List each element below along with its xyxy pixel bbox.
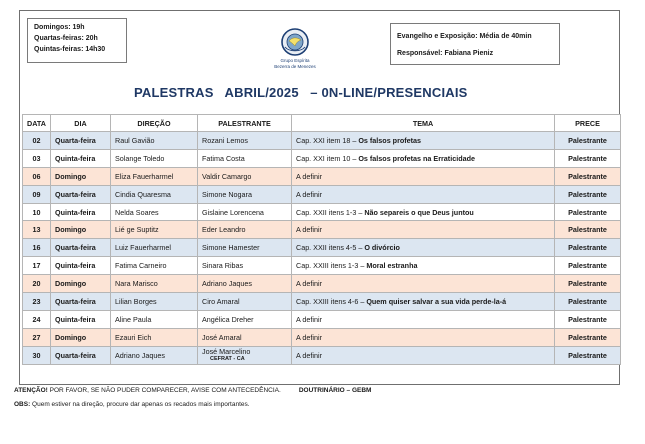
cell-direction: Adriano Jaques: [111, 346, 198, 364]
table-row: [23, 185, 621, 203]
cell-theme: [292, 221, 555, 239]
cell-direction: Nara Marisco: [111, 275, 198, 293]
speaker-name: Fatima Costa: [202, 153, 245, 163]
cell-theme: [292, 328, 555, 346]
cell-speaker: [198, 203, 292, 221]
table-row: [23, 257, 621, 275]
doctrinaire-label: DOUTRINÁRIO – GEBM: [298, 387, 372, 394]
cell-theme: [292, 239, 555, 257]
cell-theme: [292, 132, 555, 150]
cell-date: 20: [23, 275, 51, 293]
cell-date: 23: [23, 293, 51, 311]
cell-speaker: [198, 275, 292, 293]
schedule-box: [27, 18, 127, 63]
theme-prefix: Cap. XXIII itens 1-3 –: [296, 261, 367, 271]
speaker-name: José Amaral: [202, 332, 242, 342]
theme-title: Os falsos profetas: [358, 135, 422, 145]
cell-theme: [292, 149, 555, 167]
speaker-name: Gislaine Lorencena: [202, 207, 264, 217]
header-day: DIA: [51, 115, 111, 132]
cell-prayer: Palestrante: [555, 275, 621, 293]
info-box: [390, 23, 560, 65]
cell-theme: [292, 275, 555, 293]
cell-prayer: Palestrante: [555, 167, 621, 185]
cell-day: Quarta-feira: [51, 346, 111, 364]
cell-speaker: [198, 293, 292, 311]
speaker-name: Eder Leandro: [202, 225, 246, 235]
table-row: [23, 310, 621, 328]
cell-date: 10: [23, 203, 51, 221]
cell-prayer: Palestrante: [555, 346, 621, 364]
cell-speaker: [198, 239, 292, 257]
obs-label: OBS:: [14, 401, 31, 408]
theme-prefix: A definir: [296, 171, 322, 181]
table-row: [23, 239, 621, 257]
theme-prefix: A definir: [296, 225, 322, 235]
cell-prayer: Palestrante: [555, 257, 621, 275]
theme-title: O divórcio: [364, 243, 400, 253]
cell-speaker: [198, 167, 292, 185]
cell-direction: Raul Gavião: [111, 132, 198, 150]
cell-day: Domingo: [51, 221, 111, 239]
header-speaker: PALESTRANTE: [198, 115, 292, 132]
theme-title: Os falsos profetas na Erraticidade: [358, 153, 475, 163]
schedule-line-sunday: Domingos: 19h: [34, 24, 85, 31]
cell-prayer: Palestrante: [555, 310, 621, 328]
speaker-name: Angélica Dreher: [202, 314, 254, 324]
cell-direction: Aline Paula: [111, 310, 198, 328]
speaker-name: Simone Hamester: [202, 243, 260, 253]
theme-prefix: Cap. XXII itens 4-5 –: [296, 243, 365, 253]
cell-speaker: [198, 185, 292, 203]
cell-day: Quarta-feira: [51, 185, 111, 203]
cell-date: 03: [23, 149, 51, 167]
cell-day: Quarta-feira: [51, 132, 111, 150]
cell-speaker: [198, 328, 292, 346]
table-header-row: [23, 115, 621, 132]
cell-direction: Solange Toledo: [111, 149, 198, 167]
speaker-name: Rozani Lemos: [202, 135, 248, 145]
table-row: [23, 328, 621, 346]
theme-title: Moral estranha: [366, 261, 418, 271]
cell-day: Quinta-feira: [51, 203, 111, 221]
schedule-line-wednesday: Quartas-feiras: 20h: [34, 35, 98, 42]
table-row: [23, 132, 621, 150]
schedule-line-thursday: Quintas-feiras: 14h30: [34, 46, 106, 53]
lecture-schedule-table: [22, 114, 621, 365]
cell-day: Quinta-feira: [51, 257, 111, 275]
cell-prayer: Palestrante: [555, 149, 621, 167]
theme-prefix: A definir: [296, 332, 322, 342]
theme-prefix: A definir: [296, 279, 322, 289]
attention-text: POR FAVOR, SE NÃO PUDER COMPARECER, AVISE COM ANTECEDÊNCIA.: [47, 387, 281, 394]
info-line-gospel: Evangelho e Exposição: Média de 40min: [397, 33, 532, 40]
obs-text: Quem estiver na direção, procure dar apenas os recados mais importantes.: [30, 401, 250, 408]
cell-speaker: [198, 221, 292, 239]
page-title: PALESTRAS ABRIL/2025 – 0N-LINE/PRESENCIAIS: [134, 85, 468, 100]
theme-prefix: Cap. XXI item 18 –: [296, 135, 359, 145]
cell-theme: [292, 203, 555, 221]
theme-prefix: Cap. XXI item 10 –: [296, 153, 359, 163]
logo-text-1: Grupo Espírita: [280, 58, 310, 63]
cell-theme: [292, 293, 555, 311]
attention-label: ATENÇÃO!: [14, 387, 48, 394]
speaker-name: Adriano Jaques: [202, 279, 252, 289]
theme-prefix: Cap. XXIII itens 4-6 –: [296, 296, 367, 306]
cell-day: Quarta-feira: [51, 239, 111, 257]
cell-direction: Lilian Borges: [111, 293, 198, 311]
cell-direction: Luiz Fauerharmel: [111, 239, 198, 257]
obs-note: [14, 401, 250, 408]
theme-prefix: Cap. XXII itens 1-3 –: [296, 207, 365, 217]
header-date: DATA: [23, 115, 51, 132]
cell-date: 24: [23, 310, 51, 328]
cell-date: 06: [23, 167, 51, 185]
attention-note: [14, 387, 371, 394]
table-row: [23, 275, 621, 293]
cell-direction: Ezauri Eich: [111, 328, 198, 346]
table-row: [23, 293, 621, 311]
header-direction: DIREÇÃO: [111, 115, 198, 132]
theme-prefix: A definir: [296, 189, 322, 199]
speaker-name: Ciro Amaral: [202, 296, 240, 306]
header-prayer: PRECE: [555, 115, 621, 132]
speaker-name: José Marcelino: [202, 347, 251, 357]
cell-prayer: Palestrante: [555, 239, 621, 257]
cell-speaker: [198, 257, 292, 275]
cell-direction: Nelda Soares: [111, 203, 198, 221]
cell-prayer: Palestrante: [555, 328, 621, 346]
cell-day: Domingo: [51, 275, 111, 293]
speaker-name: Simone Nogara: [202, 189, 252, 199]
cell-date: 16: [23, 239, 51, 257]
theme-prefix: A definir: [296, 350, 322, 360]
theme-prefix: A definir: [296, 314, 322, 324]
cell-speaker: [198, 310, 292, 328]
info-line-responsible: Responsável: Fabiana Pieniz: [397, 50, 494, 57]
cell-day: Quinta-feira: [51, 149, 111, 167]
cell-theme: [292, 346, 555, 364]
cell-speaker: [198, 149, 292, 167]
cell-date: 13: [23, 221, 51, 239]
cell-day: Domingo: [51, 167, 111, 185]
speaker-name: Valdir Camargo: [202, 171, 252, 181]
cell-direction: Fatima Carneiro: [111, 257, 198, 275]
globe-dove-logo-icon: [280, 27, 310, 57]
cell-direction: Cindia Quaresma: [111, 185, 198, 203]
cell-prayer: Palestrante: [555, 203, 621, 221]
cell-prayer: Palestrante: [555, 221, 621, 239]
cell-prayer: Palestrante: [555, 293, 621, 311]
organization-logo: [265, 27, 325, 83]
cell-date: 30: [23, 346, 51, 364]
logo-text-2: Bezerra de Menezes: [274, 64, 316, 69]
cell-prayer: Palestrante: [555, 185, 621, 203]
speaker-affiliation: CEFRAT - CA: [210, 356, 245, 363]
cell-day: Quinta-feira: [51, 310, 111, 328]
table-row: [23, 149, 621, 167]
cell-date: 17: [23, 257, 51, 275]
cell-direction: Lié ge Suptitz: [111, 221, 198, 239]
cell-day: Domingo: [51, 328, 111, 346]
cell-theme: [292, 310, 555, 328]
speaker-name: Sinara Ribas: [202, 261, 244, 271]
cell-theme: [292, 185, 555, 203]
table-row: [23, 346, 621, 364]
cell-date: 09: [23, 185, 51, 203]
cell-date: 02: [23, 132, 51, 150]
cell-direction: Eliza Fauerharmel: [111, 167, 198, 185]
cell-speaker: [198, 346, 292, 364]
cell-speaker: [198, 132, 292, 150]
theme-title: Não separeis o que Deus juntou: [364, 207, 474, 217]
cell-prayer: Palestrante: [555, 132, 621, 150]
table-row: [23, 221, 621, 239]
cell-date: 27: [23, 328, 51, 346]
table-row: [23, 203, 621, 221]
theme-title: Quem quiser salvar a sua vida perde-la-á: [366, 296, 507, 306]
cell-theme: [292, 257, 555, 275]
table-row: [23, 167, 621, 185]
cell-day: Quarta-feira: [51, 293, 111, 311]
header-theme: TEMA: [292, 115, 555, 132]
cell-theme: [292, 167, 555, 185]
